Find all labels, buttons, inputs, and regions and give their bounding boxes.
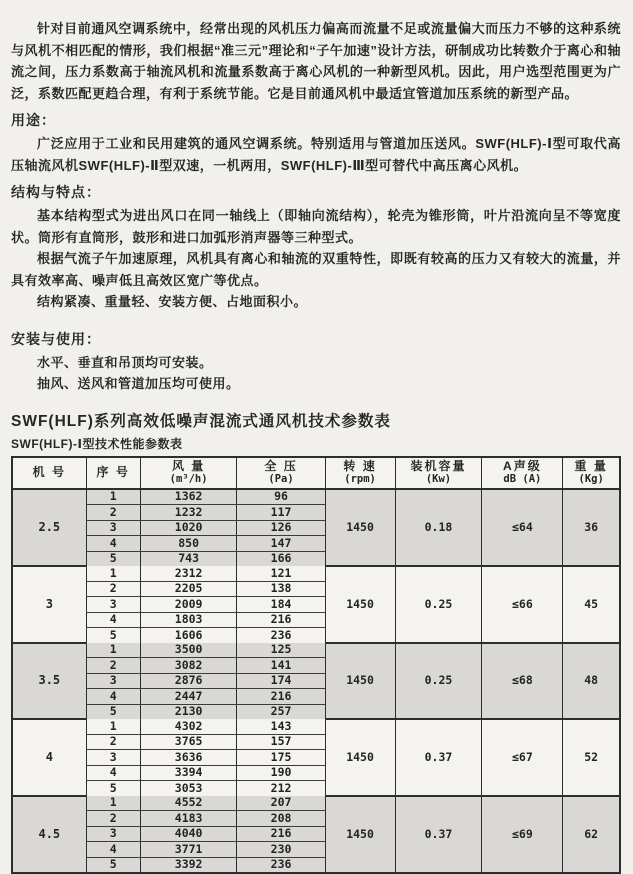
pressure-cell: 230 bbox=[237, 842, 325, 858]
section-heading-install: 安装与使用： bbox=[11, 329, 621, 350]
flow-cell: 3082 bbox=[140, 658, 237, 674]
pressure-cell: 216 bbox=[237, 826, 325, 842]
flow-cell: 3771 bbox=[140, 842, 237, 858]
pressure-cell: 216 bbox=[237, 612, 325, 628]
speed-cell: 1450 bbox=[325, 489, 395, 567]
seq-cell: 4 bbox=[86, 689, 140, 705]
header-seq: 序 号 bbox=[86, 457, 140, 489]
pressure-cell: 216 bbox=[237, 689, 325, 705]
pressure-cell: 143 bbox=[237, 719, 325, 734]
seq-cell: 5 bbox=[86, 704, 140, 719]
structure-paragraph-1: 基本结构型式为进出风口在同一轴线上（即轴向流结构），轮壳为锥形筒，叶片沿流向呈不等宽度状。筒形有直筒形，鼓形和进口加弧形消声器等三种型式。 bbox=[11, 205, 621, 248]
seq-cell: 3 bbox=[86, 597, 140, 613]
pressure-cell: 125 bbox=[237, 643, 325, 658]
flow-cell: 2876 bbox=[140, 673, 237, 689]
pressure-cell: 207 bbox=[237, 796, 325, 811]
seq-cell: 1 bbox=[86, 566, 140, 581]
speed-cell: 1450 bbox=[325, 566, 395, 643]
noise-cell: ≤64 bbox=[482, 489, 563, 567]
flow-cell: 1803 bbox=[140, 612, 237, 628]
noise-cell: ≤66 bbox=[482, 566, 563, 643]
flow-cell: 2312 bbox=[140, 566, 237, 581]
section-heading-usage: 用途： bbox=[11, 110, 621, 131]
flow-cell: 4552 bbox=[140, 796, 237, 811]
power-cell: 0.37 bbox=[395, 796, 482, 874]
flow-cell: 1232 bbox=[140, 505, 237, 521]
pressure-cell: 236 bbox=[237, 857, 325, 873]
flow-cell: 1020 bbox=[140, 520, 237, 536]
pressure-cell: 212 bbox=[237, 781, 325, 796]
seq-cell: 5 bbox=[86, 857, 140, 873]
seq-cell: 4 bbox=[86, 612, 140, 628]
flow-cell: 3394 bbox=[140, 765, 237, 781]
seq-cell: 4 bbox=[86, 765, 140, 781]
structure-paragraph-2: 根据气流子午加速原理，风机具有离心和轴流的双重特性，即既有较高的压力又有较大的流量，并具有效率高、噪声低且高效区宽广等优点。 bbox=[11, 248, 621, 291]
model-cell: 4.5 bbox=[12, 796, 86, 874]
model-cell: 3.5 bbox=[12, 643, 86, 720]
pressure-cell: 126 bbox=[237, 520, 325, 536]
flow-cell: 3053 bbox=[140, 781, 237, 796]
noise-cell: ≤69 bbox=[482, 796, 563, 874]
seq-cell: 5 bbox=[86, 628, 140, 643]
seq-cell: 2 bbox=[86, 658, 140, 674]
power-cell: 0.25 bbox=[395, 566, 482, 643]
pressure-cell: 184 bbox=[237, 597, 325, 613]
pressure-cell: 117 bbox=[237, 505, 325, 521]
pressure-cell: 138 bbox=[237, 581, 325, 597]
flow-cell: 743 bbox=[140, 551, 237, 566]
pressure-cell: 208 bbox=[237, 811, 325, 827]
pressure-cell: 96 bbox=[237, 489, 325, 505]
seq-cell: 2 bbox=[86, 581, 140, 597]
flow-cell: 2205 bbox=[140, 581, 237, 597]
flow-cell: 2130 bbox=[140, 704, 237, 719]
header-speed: 转 速 (rpm) bbox=[325, 457, 395, 489]
intro-paragraph: 针对目前通风空调系统中，经常出现的风机压力偏高而流量不足或流量偏大而压力不够的这种系统与风机不相匹配的情形，我们根据“准三元”理论和“子午加速”设计方法，研制成功比转数介于离心和轴流之间，压力系数高于轴流风机和流量系数高于离心风机的一种新型风机。因此，用户选型范围更为广泛，系数匹配更趋合理，有利于系统节能。它是目前通风机中最适宜管道加压系统的新型产品。 bbox=[11, 18, 621, 104]
flow-cell: 3765 bbox=[140, 734, 237, 750]
section-structure bbox=[11, 182, 621, 313]
seq-cell: 1 bbox=[86, 643, 140, 658]
table-row bbox=[12, 566, 620, 581]
seq-cell: 3 bbox=[86, 826, 140, 842]
pressure-cell: 236 bbox=[237, 628, 325, 643]
pressure-cell: 166 bbox=[237, 551, 325, 566]
seq-cell: 2 bbox=[86, 505, 140, 521]
weight-cell: 36 bbox=[563, 489, 620, 567]
section-install bbox=[11, 329, 621, 395]
weight-cell: 52 bbox=[563, 719, 620, 796]
header-model: 机 号 bbox=[12, 457, 86, 489]
params-table bbox=[11, 456, 621, 874]
table-row bbox=[12, 719, 620, 734]
flow-cell: 4302 bbox=[140, 719, 237, 734]
section-usage bbox=[11, 110, 621, 176]
model-cell: 3 bbox=[12, 566, 86, 643]
flow-cell: 1606 bbox=[140, 628, 237, 643]
seq-cell: 1 bbox=[86, 796, 140, 811]
table-row bbox=[12, 643, 620, 658]
table-subtitle: SWF(HLF)-Ⅰ型技术性能参数表 bbox=[11, 435, 621, 452]
seq-cell: 3 bbox=[86, 750, 140, 766]
table-header-row bbox=[12, 457, 620, 489]
pressure-cell: 147 bbox=[237, 536, 325, 552]
seq-cell: 5 bbox=[86, 781, 140, 796]
seq-cell: 4 bbox=[86, 536, 140, 552]
flow-cell: 3500 bbox=[140, 643, 237, 658]
flow-cell: 850 bbox=[140, 536, 237, 552]
flow-cell: 2009 bbox=[140, 597, 237, 613]
table-title: SWF(HLF)系列高效低噪声混流式通风机技术参数表 bbox=[11, 409, 621, 431]
pressure-cell: 257 bbox=[237, 704, 325, 719]
header-power: 装机容量 (Kw) bbox=[395, 457, 482, 489]
header-pressure: 全 压 (Pa) bbox=[237, 457, 325, 489]
structure-paragraph-3: 结构紧凑、重量轻、安装方便、占地面积小。 bbox=[11, 291, 621, 313]
flow-cell: 3392 bbox=[140, 857, 237, 873]
power-cell: 0.25 bbox=[395, 643, 482, 720]
pressure-cell: 190 bbox=[237, 765, 325, 781]
flow-cell: 2447 bbox=[140, 689, 237, 705]
weight-cell: 45 bbox=[563, 566, 620, 643]
seq-cell: 5 bbox=[86, 551, 140, 566]
seq-cell: 3 bbox=[86, 520, 140, 536]
header-noise: A声级 dB (A) bbox=[482, 457, 563, 489]
section-heading-structure: 结构与特点： bbox=[11, 182, 621, 203]
seq-cell: 1 bbox=[86, 489, 140, 505]
header-weight: 重 量 (Kg) bbox=[563, 457, 620, 489]
seq-cell: 2 bbox=[86, 811, 140, 827]
pressure-cell: 175 bbox=[237, 750, 325, 766]
flow-cell: 4183 bbox=[140, 811, 237, 827]
pressure-cell: 121 bbox=[237, 566, 325, 581]
noise-cell: ≤67 bbox=[482, 719, 563, 796]
model-cell: 4 bbox=[12, 719, 86, 796]
flow-cell: 4040 bbox=[140, 826, 237, 842]
seq-cell: 2 bbox=[86, 734, 140, 750]
noise-cell: ≤68 bbox=[482, 643, 563, 720]
table-row bbox=[12, 489, 620, 505]
pressure-cell: 157 bbox=[237, 734, 325, 750]
weight-cell: 48 bbox=[563, 643, 620, 720]
seq-cell: 3 bbox=[86, 673, 140, 689]
model-cell: 2.5 bbox=[12, 489, 86, 567]
usage-paragraph: 广泛应用于工业和民用建筑的通风空调系统。特别适用与管道加压送风。SWF(HLF)-Ⅰ型可取代高压轴流风机SWF(HLF)-Ⅱ型双速，一机两用，SWF(HLF)-Ⅲ型可替代中高压离心风机。 bbox=[11, 133, 621, 176]
weight-cell: 62 bbox=[563, 796, 620, 874]
seq-cell: 4 bbox=[86, 842, 140, 858]
pressure-cell: 141 bbox=[237, 658, 325, 674]
power-cell: 0.37 bbox=[395, 719, 482, 796]
params-table-body bbox=[12, 489, 620, 874]
header-flow: 风 量 (m³/h) bbox=[140, 457, 237, 489]
speed-cell: 1450 bbox=[325, 796, 395, 874]
install-paragraph-2: 抽风、送风和管道加压均可使用。 bbox=[11, 373, 621, 395]
speed-cell: 1450 bbox=[325, 643, 395, 720]
table-row bbox=[12, 796, 620, 811]
power-cell: 0.18 bbox=[395, 489, 482, 567]
flow-cell: 1362 bbox=[140, 489, 237, 505]
pressure-cell: 174 bbox=[237, 673, 325, 689]
speed-cell: 1450 bbox=[325, 719, 395, 796]
install-paragraph-1: 水平、垂直和吊顶均可安装。 bbox=[11, 352, 621, 374]
seq-cell: 1 bbox=[86, 719, 140, 734]
flow-cell: 3636 bbox=[140, 750, 237, 766]
